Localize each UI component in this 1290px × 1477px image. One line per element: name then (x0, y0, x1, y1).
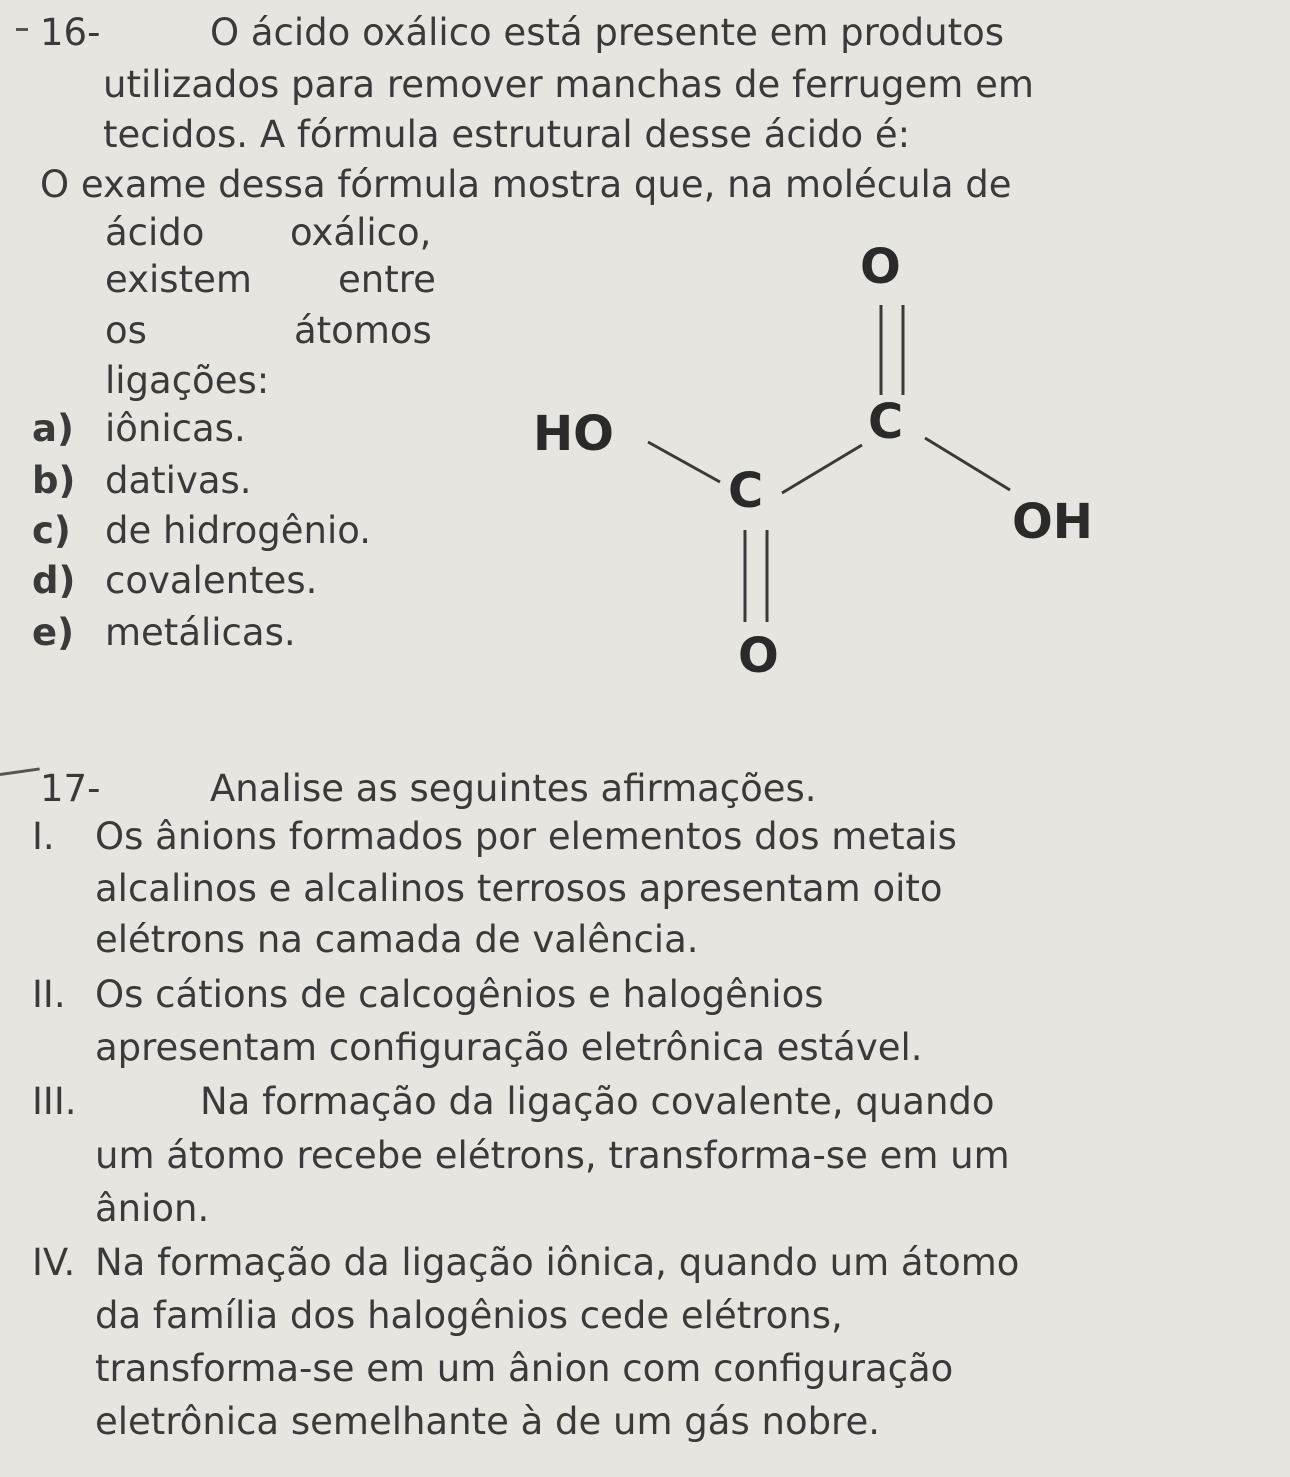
question-17-intro: Analise as seguintes afirmações. (210, 767, 817, 810)
atom-label: C (728, 463, 764, 519)
question-17-number: 17- (40, 767, 101, 810)
question-16-text-line: tecidos. A fórmula estrutural desse ácido é: (103, 113, 911, 156)
atom-label: C (868, 394, 904, 450)
statement-line: Os ânions formados por elementos dos metais (95, 815, 957, 858)
statement-line: alcalinos e alcalinos terrosos apresentam oito (95, 867, 943, 910)
option-letter: d) (32, 559, 76, 602)
statement-line: Na formação da ligação covalente, quando (200, 1080, 995, 1123)
question-16-number: 16- (40, 11, 101, 54)
statement-line: Na formação da ligação iônica, quando um átomo (95, 1241, 1020, 1284)
statement-line: da família dos halogênios cede elétrons, (95, 1294, 843, 1337)
atom-label: O (860, 239, 901, 295)
question-16-text-line: utilizados para remover manchas de ferrugem em (103, 63, 1034, 106)
option-text: metálicas. (105, 611, 296, 654)
statement-line: transforma-se em um ânion com configuração (95, 1347, 954, 1390)
option-text: dativas. (105, 459, 252, 502)
statement-number: II. (32, 973, 66, 1016)
question-16-text-word: entre (338, 258, 436, 301)
margin-mark (0, 767, 40, 776)
question-16-text-line: O exame dessa fórmula mostra que, na molécula de (40, 163, 1012, 206)
statement-line: apresentam configuração eletrônica estável. (95, 1026, 923, 1069)
single-bond-line (648, 442, 720, 482)
option-letter: b) (32, 459, 76, 502)
atom-label: OH (1012, 494, 1093, 550)
statement-line: um átomo recebe elétrons, transforma-se em um (95, 1134, 1010, 1177)
single-bond-line (782, 445, 862, 493)
option-letter: a) (32, 407, 74, 450)
question-16-text-word: átomos (294, 309, 432, 352)
statement-line: Os cátions de calcogênios e halogênios (95, 973, 824, 1016)
statement-line: elétrons na camada de valência. (95, 918, 699, 961)
question-16-text-word: ácido (105, 211, 205, 254)
atom-label: O (738, 628, 779, 684)
question-16-text-word: ligações: (105, 359, 270, 402)
question-16-text-word: os (105, 309, 147, 352)
statement-number: III. (32, 1080, 77, 1123)
atom-label: HO (533, 406, 614, 462)
option-text: covalentes. (105, 559, 318, 602)
statement-number: I. (32, 815, 55, 858)
statement-line: eletrônica semelhante à de um gás nobre. (95, 1400, 880, 1443)
statement-line: ânion. (95, 1187, 210, 1230)
option-letter: c) (32, 509, 71, 552)
option-letter: e) (32, 611, 75, 654)
question-16-text-word: oxálico, (290, 211, 432, 254)
oxalic-acid-structure (0, 0, 1290, 720)
single-bond-line (925, 438, 1010, 490)
option-text: de hidrogênio. (105, 509, 371, 552)
question-16-text-line: O ácido oxálico está presente em produtos (210, 11, 1005, 54)
statement-number: IV. (32, 1241, 76, 1284)
option-text: iônicas. (105, 407, 246, 450)
question-16-text-word: existem (105, 258, 252, 301)
